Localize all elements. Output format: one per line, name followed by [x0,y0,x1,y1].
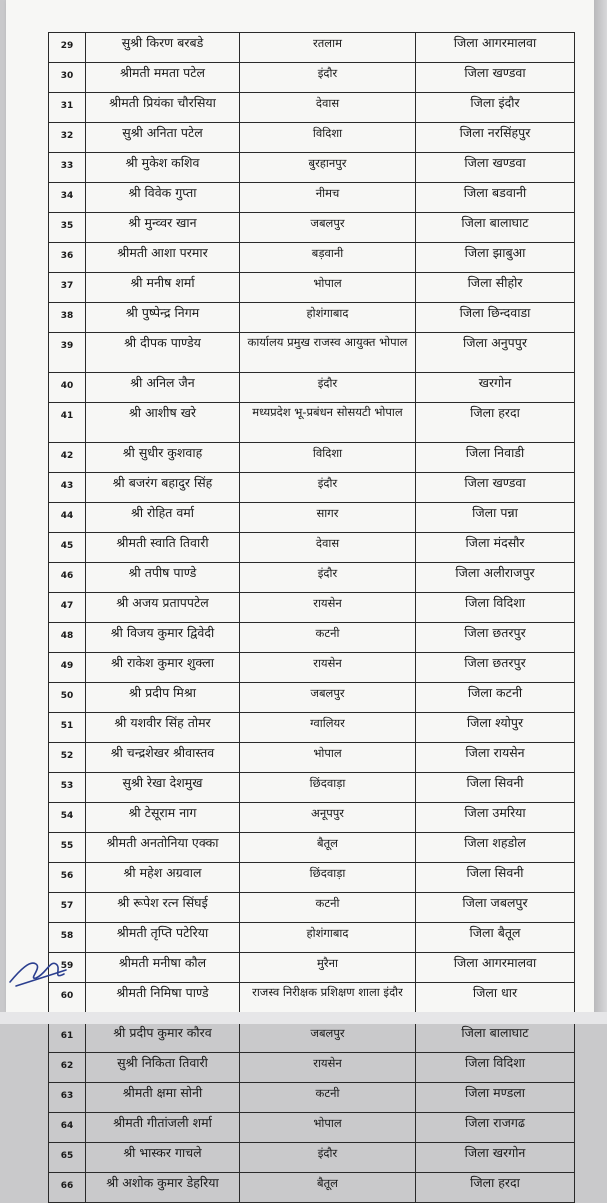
serial-number-cell: 33 [49,153,86,183]
current-posting-cell: विदिशा [240,443,416,473]
current-posting-cell: छिंदवाड़ा [240,773,416,803]
officer-name-cell: श्री विजय कुमार द्विवेदी [86,623,240,653]
new-district-cell: जिला बैतूल [416,923,575,953]
current-posting-cell: राजस्व निरीक्षक प्रशिक्षण शाला इंदौर [240,983,416,1023]
officer-name-cell: सुश्री निकिता तिवारी [86,1053,240,1083]
serial-number-cell: 56 [49,863,86,893]
new-district-cell: जिला छतरपुर [416,623,575,653]
current-posting-cell: बैतूल [240,1173,416,1203]
new-district-cell: जिला छतरपुर [416,653,575,683]
document-page [6,0,594,1191]
serial-number-cell: 49 [49,653,86,683]
officer-name-cell: श्री रूपेश रत्न सिंघई [86,893,240,923]
new-district-cell: खरगोन [416,373,575,403]
officer-name-cell: श्री पुष्पेन्द्र निगम [86,303,240,333]
new-district-cell: जिला मंदसौर [416,533,575,563]
officer-name-cell: श्री मुकेश कशिव [86,153,240,183]
officer-name-cell: श्री भास्कर गाचले [86,1143,240,1173]
new-district-cell: जिला रायसेन [416,743,575,773]
new-district-cell: जिला विदिशा [416,1053,575,1083]
current-posting-cell: रायसेन [240,653,416,683]
table-row [49,403,575,443]
officer-name-cell: श्रीमती अनतोनिया एक्का [86,833,240,863]
table-row [49,443,575,473]
table-row [49,1023,575,1053]
current-posting-cell: इंदौर [240,373,416,403]
new-district-cell: जिला राजगढ [416,1113,575,1143]
officer-name-cell: श्रीमती निमिषा पाण्डे [86,983,240,1023]
table-row [49,803,575,833]
officer-name-cell: श्रीमती गीतांजली शर्मा [86,1113,240,1143]
current-posting-cell: इंदौर [240,563,416,593]
current-posting-cell: जबलपुर [240,683,416,713]
new-district-cell: जिला श्योपुर [416,713,575,743]
serial-number-cell: 65 [49,1143,86,1173]
current-posting-cell: कार्यालय प्रमुख राजस्व आयुक्त भोपाल [240,333,416,373]
serial-number-cell: 58 [49,923,86,953]
table-row [49,303,575,333]
officer-name-cell: श्री प्रदीप कुमार कौरव [86,1023,240,1053]
serial-number-cell: 54 [49,803,86,833]
table-row [49,1083,575,1113]
current-posting-cell: देवास [240,533,416,563]
table-row [49,123,575,153]
table-row [49,273,575,303]
serial-number-cell: 66 [49,1173,86,1203]
current-posting-cell: देवास [240,93,416,123]
serial-number-cell: 60 [49,983,86,1023]
table-row [49,533,575,563]
new-district-cell: जिला खरगोन [416,1143,575,1173]
table-row [49,1143,575,1173]
table-row [49,63,575,93]
officer-name-cell: श्री मनीष शर्मा [86,273,240,303]
new-district-cell: जिला छिन्दवाडा [416,303,575,333]
current-posting-cell: होशंगाबाद [240,303,416,333]
current-posting-cell: ग्वालियर [240,713,416,743]
current-posting-cell: रतलाम [240,33,416,63]
serial-number-cell: 64 [49,1113,86,1143]
officer-name-cell: श्री टेसूराम नाग [86,803,240,833]
new-district-cell: जिला खण्डवा [416,63,575,93]
new-district-cell: जिला जबलपुर [416,893,575,923]
table-row [49,333,575,373]
serial-number-cell: 52 [49,743,86,773]
new-district-cell: जिला नरसिंहपुर [416,123,575,153]
table-row [49,863,575,893]
serial-number-cell: 51 [49,713,86,743]
serial-number-cell: 35 [49,213,86,243]
new-district-cell: जिला अलीराजपुर [416,563,575,593]
new-district-cell: जिला कटनी [416,683,575,713]
current-posting-cell: कटनी [240,1083,416,1113]
officer-name-cell: श्री मुन्व्वर खान [86,213,240,243]
table-row [49,773,575,803]
table-row [49,503,575,533]
new-district-cell: जिला झाबुआ [416,243,575,273]
officer-name-cell: श्री प्रदीप मिश्रा [86,683,240,713]
table-body [49,33,575,1203]
new-district-cell: जिला बालाघाट [416,213,575,243]
current-posting-cell: सागर [240,503,416,533]
current-posting-cell: विदिशा [240,123,416,153]
officer-name-cell: सुश्री किरण बरबडे [86,33,240,63]
current-posting-cell: भोपाल [240,1113,416,1143]
table-row [49,1053,575,1083]
new-district-cell: जिला पन्ना [416,503,575,533]
officer-name-cell: श्री अशोक कुमार डेहरिया [86,1173,240,1203]
table-row [49,213,575,243]
new-district-cell: जिला हरदा [416,1173,575,1203]
officer-name-cell: श्रीमती आशा परमार [86,243,240,273]
officer-name-cell: श्री दीपक पाण्डेय [86,333,240,373]
serial-number-cell: 38 [49,303,86,333]
current-posting-cell: इंदौर [240,1143,416,1173]
table-row [49,743,575,773]
officer-name-cell: श्रीमती स्वाति तिवारी [86,533,240,563]
current-posting-cell: भोपाल [240,273,416,303]
new-district-cell: जिला हरदा [416,403,575,443]
serial-number-cell: 47 [49,593,86,623]
background-edge-bottom [0,1012,607,1024]
new-district-cell: जिला सीहोर [416,273,575,303]
new-district-cell: जिला इंदौर [416,93,575,123]
officer-name-cell: श्री तपीष पाण्डे [86,563,240,593]
officer-name-cell: श्री अजय प्रतापपटेल [86,593,240,623]
current-posting-cell: भोपाल [240,743,416,773]
new-district-cell: जिला विदिशा [416,593,575,623]
signature-mark [6,930,76,990]
officer-name-cell: श्री बजरंग बहादुर सिंह [86,473,240,503]
serial-number-cell: 44 [49,503,86,533]
table-row [49,623,575,653]
officer-name-cell: श्री विवेक गुप्ता [86,183,240,213]
table-row [49,833,575,863]
table-row [49,33,575,63]
current-posting-cell: कटनी [240,893,416,923]
current-posting-cell: बड़वानी [240,243,416,273]
serial-number-cell: 40 [49,373,86,403]
new-district-cell: जिला निवाडी [416,443,575,473]
officer-name-cell: श्रीमती तृप्ति पटेरिया [86,923,240,953]
current-posting-cell: होशंगाबाद [240,923,416,953]
current-posting-cell: अनूपपुर [240,803,416,833]
current-posting-cell: मुरैना [240,953,416,983]
officer-name-cell: श्रीमती मनीषा कौल [86,953,240,983]
table-row [49,953,575,983]
new-district-cell: जिला धार [416,983,575,1023]
table-row [49,183,575,213]
serial-number-cell: 53 [49,773,86,803]
new-district-cell: जिला उमरिया [416,803,575,833]
officer-name-cell: श्री सुधीर कुशवाह [86,443,240,473]
table-row [49,653,575,683]
officer-name-cell: श्री यशवीर सिंह तोमर [86,713,240,743]
current-posting-cell: इंदौर [240,473,416,503]
table-row [49,893,575,923]
table-row [49,683,575,713]
new-district-cell: जिला बडवानी [416,183,575,213]
current-posting-cell: बैतूल [240,833,416,863]
officer-name-cell: श्रीमती ममता पटेल [86,63,240,93]
table-row [49,1113,575,1143]
officer-posting-table [48,32,575,1203]
table-row [49,923,575,953]
officer-name-cell: श्री चन्द्रशेखर श्रीवास्तव [86,743,240,773]
serial-number-cell: 32 [49,123,86,153]
current-posting-cell: जबलपुर [240,1023,416,1053]
table-row [49,593,575,623]
serial-number-cell: 57 [49,893,86,923]
serial-number-cell: 36 [49,243,86,273]
new-district-cell: जिला मण्डला [416,1083,575,1113]
serial-number-cell: 42 [49,443,86,473]
table-row [49,563,575,593]
officer-name-cell: श्री राकेश कुमार शुक्ला [86,653,240,683]
new-district-cell: जिला सिवनी [416,773,575,803]
officer-name-cell: सुश्री अनिता पटेल [86,123,240,153]
serial-number-cell: 48 [49,623,86,653]
new-district-cell: जिला सिवनी [416,863,575,893]
table-row [49,473,575,503]
table-row [49,243,575,273]
current-posting-cell: कटनी [240,623,416,653]
serial-number-cell: 63 [49,1083,86,1113]
current-posting-cell: रायसेन [240,1053,416,1083]
officer-name-cell: श्री अनिल जैन [86,373,240,403]
serial-number-cell: 59 [49,953,86,983]
serial-number-cell: 62 [49,1053,86,1083]
serial-number-cell: 55 [49,833,86,863]
serial-number-cell: 30 [49,63,86,93]
current-posting-cell: इंदौर [240,63,416,93]
background-edge-right [594,0,607,1024]
serial-number-cell: 61 [49,1023,86,1053]
new-district-cell: जिला खण्डवा [416,473,575,503]
officer-name-cell: श्री आशीष खरे [86,403,240,443]
new-district-cell: जिला बालाघाट [416,1023,575,1053]
officer-name-cell: श्रीमती क्षमा सोनी [86,1083,240,1113]
table-row [49,713,575,743]
current-posting-cell: नीमच [240,183,416,213]
current-posting-cell: मध्यप्रदेश भू-प्रबंधन सोसयटी भोपाल [240,403,416,443]
serial-number-cell: 50 [49,683,86,713]
officer-name-cell: श्री महेश अग्रवाल [86,863,240,893]
table-row [49,373,575,403]
serial-number-cell: 46 [49,563,86,593]
table-row [49,153,575,183]
officer-name-cell: सुश्री रेखा देशमुख [86,773,240,803]
officer-name-cell: श्री रोहित वर्मा [86,503,240,533]
table-row [49,93,575,123]
new-district-cell: जिला खण्डवा [416,153,575,183]
current-posting-cell: रायसेन [240,593,416,623]
serial-number-cell: 41 [49,403,86,443]
serial-number-cell: 37 [49,273,86,303]
serial-number-cell: 39 [49,333,86,373]
new-district-cell: जिला आगरमालवा [416,33,575,63]
officer-name-cell: श्रीमती प्रियंका चौरसिया [86,93,240,123]
current-posting-cell: छिंदवाड़ा [240,863,416,893]
new-district-cell: जिला शहडोल [416,833,575,863]
new-district-cell: जिला आगरमालवा [416,953,575,983]
serial-number-cell: 31 [49,93,86,123]
serial-number-cell: 45 [49,533,86,563]
serial-number-cell: 34 [49,183,86,213]
current-posting-cell: जबलपुर [240,213,416,243]
serial-number-cell: 43 [49,473,86,503]
table-row [49,1173,575,1203]
serial-number-cell: 29 [49,33,86,63]
current-posting-cell: बुरहानपुर [240,153,416,183]
new-district-cell: जिला अनुपपुर [416,333,575,373]
